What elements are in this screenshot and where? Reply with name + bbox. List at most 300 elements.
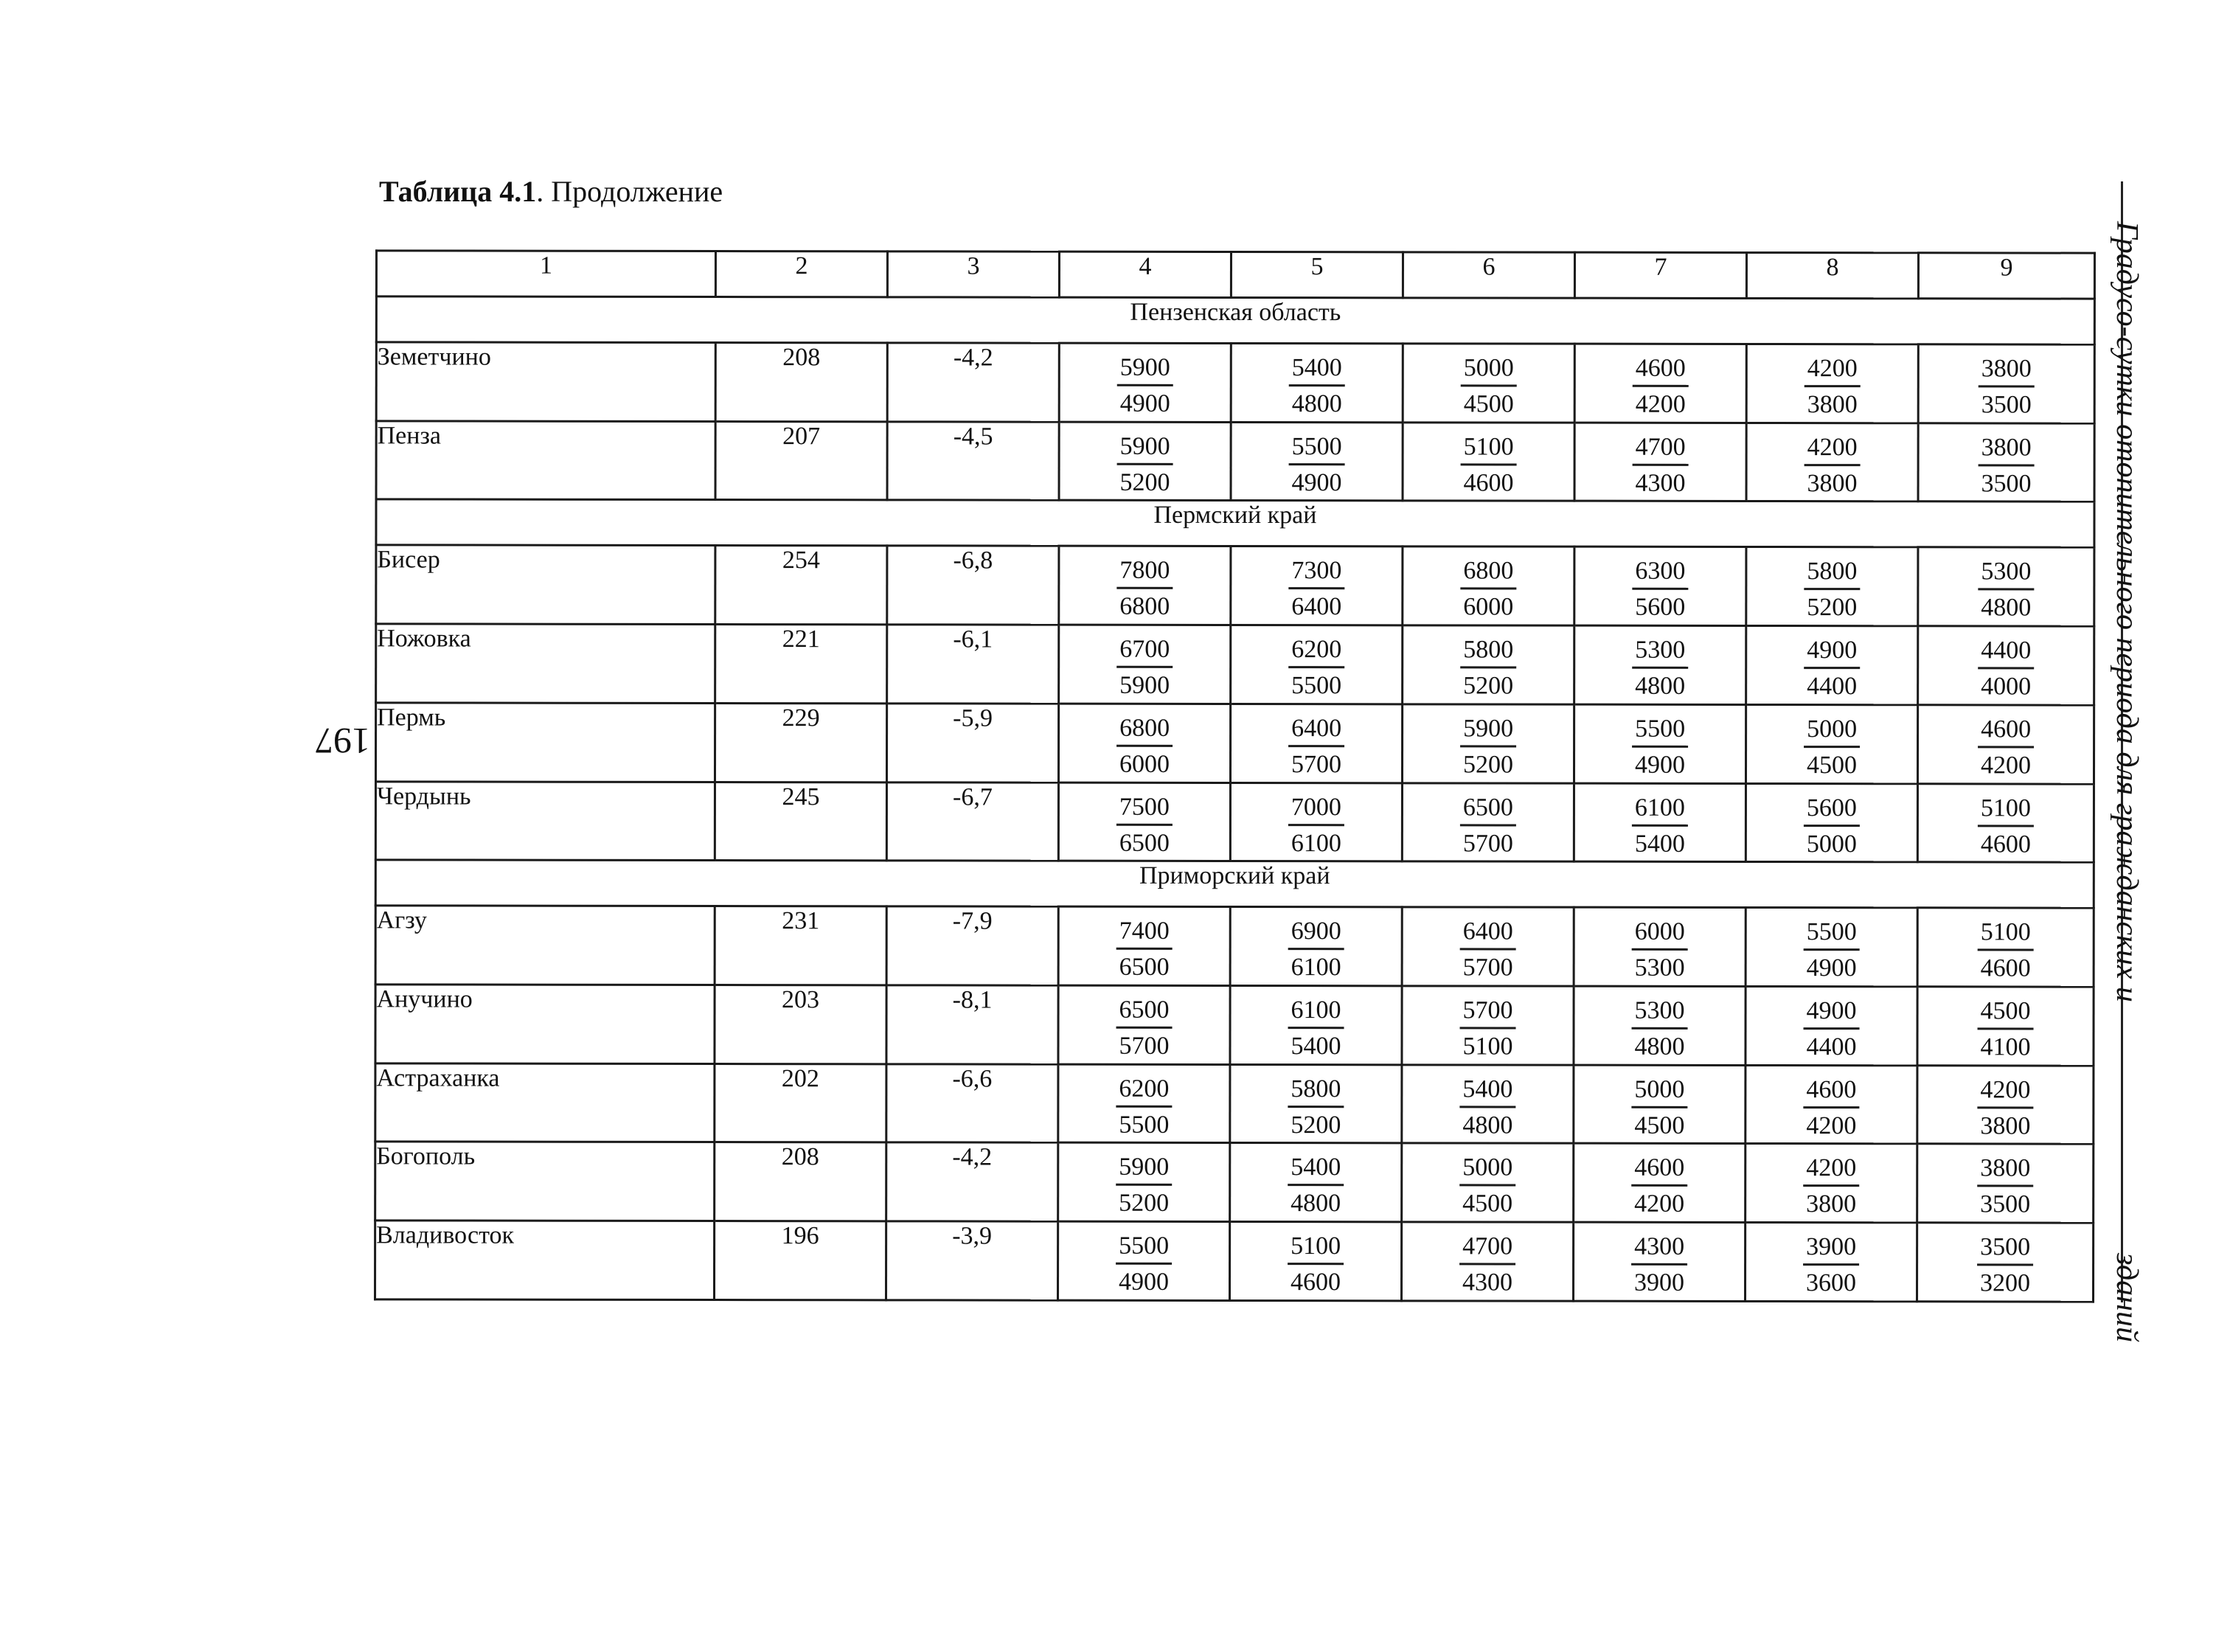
- numerator-value: 5500: [1289, 432, 1345, 465]
- numerator-value: 5600: [1804, 794, 1860, 827]
- degree-days-cell: [1059, 546, 1231, 625]
- denominator-value: 4800: [1462, 1111, 1513, 1139]
- degree-days-cell: [1402, 1065, 1574, 1144]
- numerator-value: 4700: [1459, 1232, 1515, 1266]
- denominator-value: 5700: [1462, 954, 1513, 982]
- denominator-value: 4400: [1807, 673, 1858, 701]
- numerator-value: 5400: [1459, 1075, 1515, 1108]
- degree-days-fraction: [1803, 1224, 1859, 1298]
- numerator-value: 6000: [1632, 917, 1688, 951]
- denominator-value: 5200: [1119, 468, 1170, 496]
- column-3-value: -4,2: [886, 1142, 1058, 1221]
- numerator-value: 4200: [1977, 1075, 2033, 1108]
- numerator-value: 4500: [1978, 996, 2034, 1030]
- denominator-value: 4800: [1634, 1032, 1685, 1061]
- numerator-value: 4900: [1804, 636, 1860, 669]
- denominator-value: 6100: [1291, 829, 1341, 857]
- degree-days-fraction: [1288, 784, 1344, 858]
- denominator-value: 4100: [1980, 1033, 2031, 1061]
- denominator-value: 5900: [1119, 671, 1170, 700]
- degree-days-fraction: [1631, 1145, 1687, 1219]
- column-3-value: -3,9: [886, 1221, 1058, 1300]
- denominator-value: 5200: [1463, 672, 1514, 700]
- table-row: [375, 703, 2094, 784]
- degree-days-cell: [1403, 423, 1574, 502]
- degree-days-fraction: [1289, 344, 1345, 419]
- degree-days-fraction: [1288, 908, 1344, 982]
- degree-days-fraction: [1977, 1066, 2033, 1141]
- denominator-value: 4900: [1806, 954, 1857, 982]
- column-header: 2: [715, 251, 887, 297]
- degree-days-fraction: [1631, 1224, 1687, 1298]
- header-row: [376, 251, 2094, 299]
- denominator-value: 6100: [1291, 954, 1341, 982]
- degree-days-cell: [1918, 547, 2094, 626]
- degree-days-cell: [1746, 547, 1918, 626]
- numerator-value: 5000: [1459, 1153, 1515, 1187]
- degree-days-cell: [1403, 344, 1574, 423]
- numerator-value: 3800: [1977, 1154, 2033, 1187]
- column-3-value: -4,5: [887, 422, 1059, 501]
- table-row: [375, 906, 2094, 987]
- degree-days-fraction: [1459, 1145, 1515, 1219]
- column-2-value: 202: [715, 1063, 886, 1142]
- degree-days-fraction: [1288, 705, 1344, 780]
- table-row: [376, 545, 2094, 626]
- numerator-value: 5500: [1116, 1232, 1172, 1265]
- denominator-value: 3500: [1981, 470, 2032, 498]
- numerator-value: 7300: [1288, 557, 1344, 590]
- denominator-value: 4800: [1291, 1190, 1341, 1218]
- degree-days-fraction: [1288, 987, 1344, 1061]
- denominator-value: 5000: [1806, 830, 1857, 858]
- column-header: 5: [1231, 251, 1403, 297]
- numerator-value: 5000: [1804, 715, 1860, 748]
- denominator-value: 5500: [1119, 1111, 1170, 1139]
- degree-days-fraction: [1977, 988, 2033, 1062]
- degree-days-fraction: [1804, 785, 1860, 859]
- numerator-value: 6900: [1288, 917, 1344, 950]
- degree-days-fraction: [1978, 549, 2034, 623]
- degree-days-cell: [1059, 422, 1231, 501]
- degree-days-fraction: [1804, 909, 1860, 983]
- degree-days-cell: [1403, 546, 1574, 625]
- degree-days-cell: [1574, 547, 1746, 626]
- denominator-value: 3800: [1980, 1112, 2031, 1140]
- degree-days-cell: [1918, 626, 2094, 705]
- degree-days-cell: [1230, 1143, 1402, 1222]
- degree-days-cell: [1746, 704, 1917, 783]
- degree-days-cell: [1059, 343, 1231, 422]
- denominator-value: 4300: [1635, 469, 1686, 497]
- denominator-value: 5200: [1119, 1190, 1170, 1218]
- degree-days-cell: [1746, 1144, 1917, 1223]
- column-3-value: -5,9: [886, 704, 1058, 782]
- numerator-value: 5100: [1978, 794, 2034, 827]
- denominator-value: 6500: [1119, 954, 1170, 982]
- denominator-value: 4900: [1634, 751, 1686, 779]
- degree-days-cell: [1402, 782, 1574, 861]
- degree-days-fraction: [1804, 627, 1860, 701]
- degree-days-fraction: [1803, 1145, 1859, 1220]
- settlement-name: Бисер: [376, 545, 715, 624]
- numerator-value: 4200: [1805, 433, 1861, 466]
- settlement-name: Земетчино: [376, 342, 715, 421]
- degree-days-fraction: [1460, 784, 1516, 858]
- denominator-value: 5200: [1807, 594, 1858, 622]
- degree-days-fraction: [1288, 548, 1344, 622]
- degree-days-cell: [1917, 987, 2094, 1066]
- degree-days-cell: [1574, 704, 1746, 783]
- numerator-value: 7000: [1288, 793, 1344, 826]
- denominator-value: 5500: [1291, 672, 1342, 700]
- degree-days-fraction: [1116, 1223, 1172, 1297]
- denominator-value: 4600: [1291, 1268, 1341, 1297]
- column-2-value: 208: [715, 343, 887, 422]
- numerator-value: 6100: [1288, 996, 1344, 1029]
- denominator-value: 5700: [1462, 830, 1513, 858]
- degree-days-cell: [1231, 625, 1403, 704]
- degree-days-fraction: [1978, 785, 2034, 859]
- denominator-value: 6500: [1119, 829, 1170, 857]
- degree-days-cell: [1917, 705, 2094, 784]
- degree-days-cell: [1746, 626, 1918, 705]
- degree-days-fraction: [1978, 628, 2034, 702]
- degree-days-cell: [1402, 1222, 1574, 1301]
- denominator-value: 6000: [1119, 750, 1170, 778]
- denominator-value: 4500: [1463, 390, 1514, 418]
- column-header: 1: [376, 251, 715, 297]
- column-2-value: 254: [715, 546, 887, 625]
- degree-days-cell: [1917, 1066, 2094, 1145]
- running-title: [2108, 221, 2145, 1342]
- degree-days-fraction: [1977, 1224, 2033, 1299]
- settlement-name: Пермь: [375, 703, 715, 782]
- degree-days-cell: [1403, 625, 1574, 704]
- degree-days-cell: [1402, 907, 1574, 986]
- denominator-value: 4200: [1806, 1111, 1857, 1139]
- denominator-value: 4200: [1635, 390, 1686, 418]
- degree-days-fraction: [1979, 345, 2035, 420]
- numerator-value: 6700: [1116, 635, 1173, 668]
- degree-days-fraction: [1459, 1066, 1515, 1140]
- numerator-value: 3500: [1977, 1233, 2033, 1266]
- denominator-value: 3200: [1980, 1269, 2031, 1297]
- numerator-value: 4300: [1631, 1232, 1687, 1266]
- column-2-value: 208: [715, 1142, 886, 1221]
- degree-days-cell: [1574, 1222, 1746, 1301]
- degree-days-cell: [1058, 906, 1230, 985]
- denominator-value: 6400: [1291, 593, 1342, 621]
- degree-days-fraction: [1804, 706, 1860, 780]
- denominator-value: 3900: [1634, 1268, 1685, 1297]
- degree-days-cell: [1230, 1064, 1402, 1143]
- table-row: [375, 1063, 2094, 1145]
- numerator-value: 5800: [1460, 636, 1516, 669]
- numerator-value: 5400: [1289, 353, 1345, 386]
- degree-days-fraction: [1632, 784, 1688, 858]
- settlement-name: Ножовка: [376, 624, 715, 703]
- degree-days-fraction: [1633, 345, 1689, 420]
- denominator-value: 3800: [1807, 391, 1858, 419]
- degree-days-cell: [1058, 985, 1230, 1064]
- region-title: Пермский край: [376, 499, 2094, 547]
- degree-days-fraction: [1805, 345, 1861, 420]
- degree-days-fraction: [1632, 627, 1688, 701]
- running-title-tail: зданий: [2110, 1253, 2144, 1342]
- numerator-value: 5900: [1117, 353, 1173, 386]
- numerator-value: 4200: [1805, 354, 1861, 387]
- degree-days-fraction: [1461, 423, 1517, 498]
- region-title: Пензенская область: [376, 296, 2094, 344]
- denominator-value: 4800: [1635, 672, 1686, 701]
- degree-days-cell: [1746, 1065, 1917, 1144]
- denominator-value: 4800: [1981, 594, 2032, 622]
- degree-days-fraction: [1977, 1145, 2033, 1220]
- numerator-value: 6400: [1460, 917, 1516, 951]
- degree-days-cell: [1230, 907, 1402, 986]
- degree-days-cell: [1746, 908, 1917, 987]
- degree-days-cell: [1918, 344, 2094, 423]
- degree-days-fraction: [1803, 1066, 1859, 1141]
- degree-days-fraction: [1116, 705, 1173, 780]
- degree-days-fraction: [1631, 988, 1687, 1062]
- numerator-value: 5100: [1978, 918, 2034, 951]
- numerator-value: 4200: [1803, 1154, 1859, 1187]
- degree-days-fraction: [1632, 548, 1688, 622]
- degree-days-cell: [1230, 704, 1402, 782]
- denominator-value: 3600: [1806, 1269, 1857, 1297]
- numerator-value: 5400: [1288, 1153, 1344, 1187]
- degree-days-cell: [1746, 344, 1918, 423]
- column-2-value: 229: [715, 703, 886, 782]
- table-caption: [379, 174, 723, 209]
- numerator-value: 5100: [1288, 1232, 1344, 1265]
- column-3-value: -4,2: [887, 343, 1059, 422]
- denominator-value: 4300: [1462, 1268, 1513, 1297]
- numerator-value: 4600: [1978, 715, 2034, 748]
- degree-days-cell: [1746, 783, 1917, 862]
- column-header: 9: [1918, 253, 2094, 299]
- denominator-value: 5400: [1291, 1032, 1341, 1061]
- column-3-value: -7,9: [886, 906, 1058, 985]
- region-row: [376, 499, 2094, 547]
- region-row: [376, 296, 2094, 344]
- degree-days-fraction: [1288, 626, 1344, 701]
- degree-days-fraction: [1288, 1223, 1344, 1297]
- numerator-value: 5000: [1461, 353, 1517, 386]
- degree-days-cell: [1574, 986, 1746, 1065]
- denominator-value: 3500: [1980, 1190, 2031, 1218]
- degree-days-cell: [1746, 986, 1917, 1065]
- degree-days-cell: [1917, 1144, 2094, 1223]
- degree-days-cell: [1231, 343, 1403, 422]
- degree-days-cell: [1917, 1223, 2094, 1302]
- settlement-name: Владивосток: [375, 1221, 715, 1299]
- degree-days-fraction: [1117, 344, 1173, 419]
- denominator-value: 3800: [1807, 469, 1858, 497]
- degree-days-cell: [1574, 907, 1746, 986]
- degree-days-fraction: [1631, 1066, 1687, 1141]
- degree-days-fraction: [1978, 706, 2034, 780]
- denominator-value: 4500: [1806, 751, 1858, 780]
- numerator-value: 5800: [1288, 1075, 1344, 1108]
- numerator-value: 7400: [1116, 917, 1173, 950]
- degree-days-cell: [1917, 908, 2094, 987]
- column-2-value: 231: [715, 906, 886, 985]
- degree-days-cell: [1059, 625, 1231, 704]
- page-number: 197: [315, 721, 370, 762]
- degree-days-fraction: [1116, 1144, 1172, 1218]
- degree-days-cell: [1230, 782, 1402, 861]
- denominator-value: 5100: [1462, 1032, 1513, 1061]
- denominator-value: 5300: [1634, 954, 1685, 982]
- denominator-value: 4900: [1119, 389, 1170, 417]
- degree-days-cell: [1574, 783, 1746, 862]
- numerator-value: 5900: [1116, 1153, 1172, 1186]
- degree-days-fraction: [1289, 423, 1345, 498]
- denominator-value: 4900: [1291, 468, 1342, 496]
- denominator-value: 4200: [1634, 1190, 1685, 1218]
- table-row: [376, 342, 2094, 423]
- numerator-value: 5500: [1632, 715, 1688, 748]
- degree-days-fraction: [1116, 547, 1173, 622]
- degree-days-cell: [1574, 423, 1746, 502]
- degree-days-fraction: [1979, 424, 2035, 499]
- region-title: Приморский край: [375, 860, 2094, 908]
- numerator-value: 5800: [1804, 558, 1860, 591]
- numerator-value: 6100: [1632, 793, 1688, 826]
- numerator-value: 5700: [1460, 996, 1516, 1029]
- numerator-value: 4700: [1633, 432, 1689, 465]
- degree-days-fraction: [1116, 626, 1173, 701]
- denominator-value: 6000: [1463, 593, 1514, 621]
- denominator-value: 4500: [1462, 1190, 1513, 1218]
- caption-label: Таблица 4.1: [379, 175, 537, 208]
- column-3-value: -6,7: [886, 782, 1058, 861]
- denominator-value: 3800: [1806, 1190, 1857, 1218]
- numerator-value: 3800: [1979, 354, 2035, 387]
- degree-days-cell: [1231, 422, 1403, 501]
- column-3-value: -6,8: [887, 546, 1059, 625]
- numerator-value: 6800: [1460, 557, 1516, 590]
- numerator-value: 5500: [1804, 917, 1860, 951]
- column-header: 4: [1059, 251, 1231, 297]
- degree-days-fraction: [1288, 1066, 1344, 1140]
- degree-days-cell: [1574, 625, 1746, 704]
- denominator-value: 6800: [1119, 593, 1170, 621]
- denominator-value: 4800: [1291, 390, 1342, 418]
- denominator-value: 4600: [1980, 954, 2031, 982]
- numerator-value: 5300: [1632, 996, 1688, 1030]
- table-row: [376, 624, 2094, 705]
- degree-days-cell: [1574, 1065, 1746, 1144]
- denominator-value: 4400: [1806, 1033, 1857, 1061]
- caption-suffix: . Продолжение: [536, 175, 723, 208]
- numerator-value: 4900: [1804, 996, 1860, 1030]
- degree-days-table: [374, 249, 2096, 1302]
- column-2-value: 221: [715, 625, 887, 704]
- numerator-value: 6800: [1116, 714, 1173, 747]
- column-header: 3: [887, 251, 1059, 297]
- column-header: 6: [1403, 252, 1574, 298]
- numerator-value: 5900: [1460, 714, 1516, 747]
- numerator-value: 6400: [1288, 714, 1344, 747]
- settlement-name: Анучино: [375, 985, 715, 1063]
- numerator-value: 4600: [1803, 1075, 1859, 1108]
- numerator-value: 4400: [1978, 636, 2034, 670]
- degree-days-cell: [1746, 1223, 1917, 1302]
- settlement-name: Богополь: [375, 1142, 715, 1221]
- degree-days-fraction: [1460, 627, 1516, 701]
- degree-days-cell: [1058, 1221, 1230, 1300]
- degree-days-cell: [1230, 1222, 1402, 1301]
- denominator-value: 5400: [1634, 830, 1685, 858]
- degree-days-fraction: [1460, 705, 1516, 780]
- numerator-value: 7800: [1116, 556, 1173, 589]
- denominator-value: 4600: [1463, 469, 1514, 497]
- numerator-value: 4600: [1631, 1153, 1687, 1187]
- degree-days-cell: [1058, 782, 1230, 861]
- column-2-value: 203: [715, 985, 886, 1064]
- column-3-value: -6,6: [886, 1064, 1058, 1143]
- table-row: [375, 1142, 2094, 1223]
- degree-days-fraction: [1116, 987, 1172, 1061]
- degree-days-fraction: [1633, 423, 1689, 498]
- column-3-value: -8,1: [886, 985, 1058, 1064]
- degree-days-cell: [1058, 704, 1230, 782]
- degree-days-fraction: [1288, 1145, 1344, 1219]
- degree-days-fraction: [1978, 909, 2034, 984]
- table-row: [375, 781, 2094, 862]
- denominator-value: 4900: [1119, 1268, 1170, 1297]
- settlement-name: Агзу: [375, 906, 715, 985]
- degree-days-fraction: [1117, 423, 1173, 497]
- degree-days-cell: [1918, 423, 2094, 502]
- degree-days-cell: [1402, 986, 1574, 1065]
- degree-days-fraction: [1459, 1224, 1515, 1298]
- numerator-value: 7500: [1116, 792, 1173, 825]
- denominator-value: 4600: [1980, 830, 2031, 858]
- settlement-name: Астраханка: [375, 1063, 715, 1142]
- denominator-value: 5700: [1119, 1032, 1170, 1060]
- denominator-value: 4200: [1980, 752, 2032, 780]
- running-title-main: Градусо-сутки отопительного периода для гражданских и: [2110, 221, 2144, 1002]
- numerator-value: 6200: [1116, 1075, 1172, 1108]
- denominator-value: 5700: [1291, 750, 1342, 779]
- degree-days-cell: [1574, 344, 1746, 423]
- numerator-value: 6500: [1460, 793, 1516, 826]
- degree-days-fraction: [1116, 783, 1173, 858]
- numerator-value: 6200: [1288, 635, 1344, 668]
- degree-days-fraction: [1805, 424, 1861, 499]
- degree-days-cell: [1058, 1143, 1230, 1222]
- numerator-value: 6300: [1632, 557, 1688, 590]
- degree-days-cell: [1058, 1064, 1230, 1143]
- column-header: 7: [1574, 252, 1746, 298]
- numerator-value: 5300: [1632, 636, 1688, 669]
- table-row: [376, 421, 2094, 502]
- numerator-value: 5900: [1117, 431, 1173, 465]
- degree-days-cell: [1402, 1143, 1574, 1222]
- degree-days-fraction: [1460, 548, 1516, 622]
- degree-days-fraction: [1632, 909, 1688, 983]
- degree-days-cell: [1917, 783, 2094, 862]
- numerator-value: 6500: [1116, 996, 1173, 1029]
- degree-days-cell: [1574, 1144, 1746, 1223]
- region-row: [375, 860, 2094, 908]
- denominator-value: 4500: [1634, 1111, 1685, 1139]
